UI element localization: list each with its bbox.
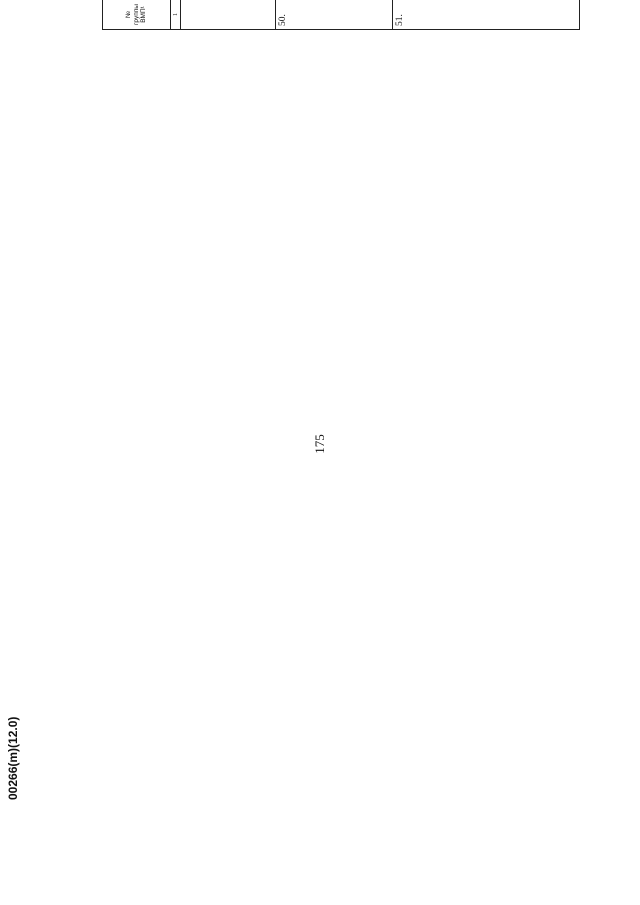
- page-number: 175: [312, 434, 327, 454]
- cell-empty: [181, 0, 276, 30]
- header-group-number: № группы ВМП¹: [103, 0, 171, 30]
- column-number-row: [171, 0, 181, 30]
- header-row: [103, 0, 171, 30]
- continuation-row: [181, 0, 276, 30]
- vmp-table: [102, 0, 580, 30]
- table-row: [392, 0, 548, 30]
- table-row: [275, 0, 392, 30]
- row-number: 51.: [392, 0, 579, 30]
- table-container: [102, 4, 558, 874]
- document-code: 00266(m)(12.0): [6, 716, 20, 800]
- row-number: 50.: [275, 0, 392, 30]
- column-number: 1: [171, 0, 181, 30]
